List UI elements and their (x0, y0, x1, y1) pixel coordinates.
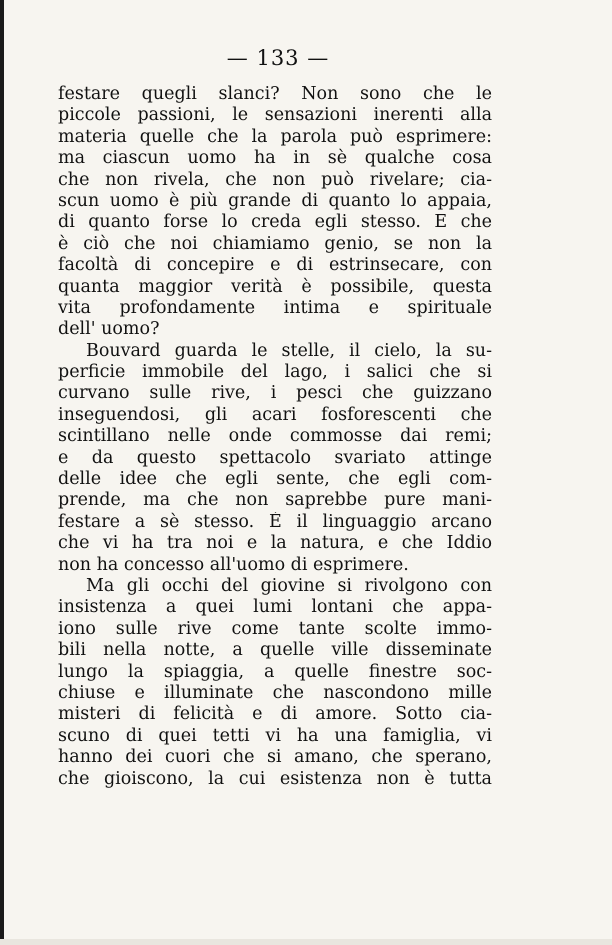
text-line-paragraph-end: dell' uomo? (58, 319, 160, 340)
text-line: festare quegli slanci? Non sono che le (58, 84, 492, 104)
text-line: scintillano nelle onde commosse dai remi; (58, 426, 492, 447)
text-line: che non rivela, che non può rivelare; cia- (58, 169, 492, 190)
text-line: bili nella notte, a quelle ville disseminate (58, 640, 492, 661)
text-line: delle idee che egli sente, che egli com- (58, 469, 492, 490)
page-bottom-margin (0, 939, 612, 945)
text-line-paragraph-start: Ma gli occhi del giovine si rivolgono con (86, 575, 492, 596)
text-line: e da questo spettacolo svariato attinge (58, 447, 492, 468)
text-line-paragraph-start: Bouvard guarda le stelle, il cielo, la su- (86, 340, 492, 361)
text-line: scun uomo è più grande di quanto lo appaia, (58, 190, 492, 211)
text-line: insistenza a quei lumi lontani che appa- (58, 597, 492, 618)
text-line: festare a sè stesso. È il linguaggio arcano (58, 511, 492, 532)
text-line: ma ciascun uomo ha in sè qualche cosa (58, 148, 492, 169)
text-line: misteri di felicità e di amore. Sotto cia- (58, 704, 492, 725)
text-line: piccole passioni, le sensazioni inerenti alla (58, 105, 492, 126)
body-text (58, 84, 492, 790)
text-line: curvano sulle rive, i pesci che guizzano (58, 383, 492, 404)
text-line: materia quelle che la parola può esprimere: (58, 126, 492, 147)
text-line: quanta maggior verità è possibile, questa (58, 276, 492, 297)
text-line: lungo la spiaggia, a quelle finestre soc- (58, 661, 492, 682)
text-line: che gioiscono, la cui esistenza non è tutta (58, 768, 492, 789)
text-line: scuno di quei tetti vi ha una famiglia, vi (58, 725, 492, 746)
text-line: è ciò che noi chiamiamo genio, se non la (58, 233, 492, 254)
text-line: hanno dei cuori che si amano, che sperano, (58, 747, 492, 768)
text-line: perficie immobile del lago, i salici che si (58, 362, 492, 383)
text-line: vita profondamente intima e spirituale (58, 297, 492, 318)
text-line-paragraph-end: non ha concesso all'uomo di esprimere. (58, 554, 409, 575)
text-line: di quanto forse lo creda egli stesso. E che (58, 212, 492, 233)
text-line: iono sulle rive come tante scolte immo- (58, 618, 492, 639)
text-line: che vi ha tra noi e la natura, e che Iddio (58, 533, 492, 554)
text-line: facoltà di concepire e di estrinsecare, con (58, 255, 492, 276)
text-line: prende, ma che non saprebbe pure mani- (58, 490, 492, 511)
text-line: inseguendosi, gli acari fosforescenti che (58, 404, 492, 425)
page-left-edge (0, 0, 4, 945)
page-number: — 133 — (226, 46, 330, 70)
text-line: chiuse e illuminate che nascondono mille (58, 682, 492, 703)
